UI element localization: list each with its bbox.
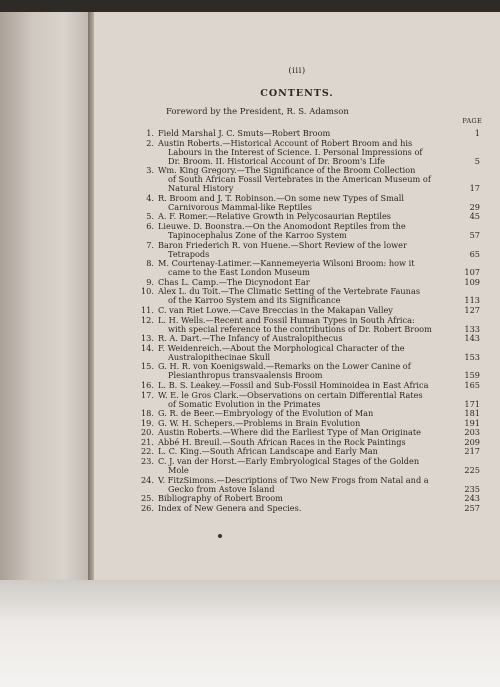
entry-title-line: Lieuwe. D. Boonstra.—On the Anomodont Reptiles from the (158, 220, 406, 231)
entry-title-line: Plesianthropus transvaalensis Broom (168, 370, 323, 381)
entry-page-number: 143 (464, 333, 480, 344)
entry-title-line: C. J. van der Horst.—Early Embryological Stages of the Golden (158, 456, 420, 467)
entry-title-line: L. H. Wells.—Recent and Fossil Human Types in South Africa: (158, 314, 415, 325)
entry-title-line: Abbé H. Breuil.—South African Races in the Rock Paintings (158, 436, 406, 447)
entry-number: 2. (146, 137, 154, 148)
entry-page-number: 171 (464, 398, 480, 409)
contents-entry (140, 494, 480, 503)
entry-page-number: 29 (469, 201, 480, 212)
entry-title-line: Gecko from Astove Island (168, 483, 275, 494)
contents-title: CONTENTS. (260, 88, 334, 99)
entry-title-line: V. FitzSimons.—Descriptions of Two New Frogs from Natal and a (158, 474, 429, 485)
entry-page-number: 243 (464, 493, 480, 504)
entry-title (158, 306, 446, 315)
entry-number: 10. (140, 286, 154, 297)
entry-title-line: G. R. de Beer.—Embryology of the Evolution of Man (158, 408, 374, 419)
entry-title-line: F. Weidenreich.—About the Morphological Character of the (158, 342, 405, 353)
entry-number: 23. (140, 456, 154, 467)
entry-title (158, 494, 446, 503)
entry-number: 22. (140, 446, 154, 457)
entry-page-number: 65 (469, 248, 480, 259)
entry-title (158, 457, 446, 475)
entry-page-number: 133 (464, 323, 480, 334)
entry-title (158, 428, 446, 437)
entry-number: 16. (140, 379, 154, 390)
entry-number: 25. (140, 493, 154, 504)
foreword-line: Foreword by the President, R. S. Adamson (166, 107, 349, 117)
entry-title-line: M. Courtenay-Latimer.—Kannemeyeria Wilsoni Broom: how it (158, 258, 415, 269)
entry-number: 13. (140, 333, 154, 344)
entry-page-number: 217 (464, 446, 480, 457)
entry-title-line: with special reference to the contributions of Dr. Robert Broom (168, 323, 432, 334)
entry-page-number: 45 (469, 211, 480, 222)
entry-page-number: 181 (464, 408, 480, 419)
entry-title-line: Index of New Genera and Species. (158, 502, 302, 513)
entry-number: 7. (146, 239, 154, 250)
contents-entry (140, 166, 480, 193)
entry-title (158, 381, 446, 390)
entry-title-line: R. A. Dart.—The Infancy of Australopithecus (158, 333, 343, 344)
entry-title (158, 194, 446, 212)
entry-number: 15. (140, 361, 154, 372)
entry-number: 26. (140, 502, 154, 513)
entry-title-line: Mole (168, 465, 189, 476)
contents-entry (140, 287, 480, 305)
entry-title-line: Austin Roberts.—Where did the Earliest Type of Man Originate (158, 427, 421, 438)
contents-entry (140, 457, 480, 475)
entry-title-line: R. Broom and J. T. Robinson.—On some new Types of Small (158, 192, 404, 203)
contents-entry (140, 476, 480, 494)
contents-entry (140, 504, 480, 513)
contents-entry (140, 344, 480, 362)
entry-title (158, 129, 446, 138)
entry-title-line: Field Marshal J. C. Smuts—Robert Broom (158, 128, 331, 138)
entry-title-line: Australopithecinae Skull (168, 351, 271, 362)
entry-page-number: 1 (474, 128, 480, 138)
entry-page-number: 153 (464, 351, 480, 362)
entry-title (158, 334, 446, 343)
contents-entry (140, 129, 480, 138)
entry-page-number: 225 (464, 465, 480, 476)
entry-title-line: Bibliography of Robert Broom (158, 493, 283, 504)
top-shadow (0, 0, 500, 12)
entry-title-line: L. C. King.—South African Landscape and Early Man (158, 446, 378, 457)
entry-page-number: 209 (464, 436, 480, 447)
entry-number: 4. (146, 192, 154, 203)
entry-number: 19. (140, 417, 154, 428)
contents-entry (140, 194, 480, 212)
entry-title-line: L. B. S. Leakey.—Fossil and Sub-Fossil Hominoidea in East Africa (158, 379, 429, 390)
contents-entry (140, 362, 480, 380)
contents-page (94, 12, 500, 580)
entry-title-line: of South African Fossil Vertebrates in the American Museum of (168, 174, 431, 185)
contents-entry (140, 306, 480, 315)
contents-entry (140, 334, 480, 343)
entry-number: 11. (140, 304, 154, 315)
entry-title-line: G. H. R. von Koenigswald.—Remarks on the Lower Canine of (158, 361, 411, 372)
entry-title-line: Wm. King Gregory.—The Significance of the Broom Collection (158, 165, 416, 176)
entry-title-line: came to the East London Museum (168, 267, 310, 278)
entry-title-line: Dr. Broom. II. Historical Account of Dr. Broom's Life (168, 155, 385, 166)
entry-number: 1. (146, 128, 154, 138)
entry-title (158, 259, 446, 277)
contents-entry (140, 241, 480, 259)
entry-number: 3. (146, 165, 154, 176)
ink-dot-mark (218, 534, 222, 538)
entry-title-line: Alex L. du Toit.—The Climatic Setting of the Vertebrate Faunas (158, 286, 421, 297)
entry-page-number: 57 (469, 229, 480, 240)
entry-title (158, 241, 446, 259)
entry-title (158, 476, 446, 494)
entry-title-line: W. E. le Gros Clark.—Observations on certain Differential Rates (158, 389, 423, 400)
contents-list (140, 129, 480, 513)
entry-page-number: 107 (464, 267, 480, 278)
entry-number: 6. (146, 220, 154, 231)
entry-number: 12. (140, 314, 154, 325)
entry-page-number: 109 (464, 276, 480, 287)
entry-number: 17. (140, 389, 154, 400)
entry-page-number: 257 (464, 502, 480, 513)
entry-title-line: Labours in the Interest of Science. I. Personal Impressions of (168, 146, 423, 157)
entry-page-number: 5 (474, 155, 480, 166)
contents-entry (140, 259, 480, 277)
entry-number: 24. (140, 474, 154, 485)
entry-number: 14. (140, 342, 154, 353)
entry-title (158, 504, 446, 513)
entry-title (158, 139, 446, 166)
page-number: (iii) (288, 66, 306, 76)
contents-entry (140, 222, 480, 240)
entry-page-number: 159 (464, 370, 480, 381)
entry-title (158, 362, 446, 380)
entry-title-line: Tetrapods (168, 248, 210, 259)
entry-title-line: of the Karroo System and its Significance (168, 295, 341, 306)
entry-number: 18. (140, 408, 154, 419)
contents-entry (140, 428, 480, 437)
entry-title (158, 166, 446, 193)
entry-page-number: 165 (464, 379, 480, 390)
entry-title (158, 391, 446, 409)
entry-title (158, 409, 446, 418)
contents-entry (140, 391, 480, 409)
contents-entry (140, 409, 480, 418)
entry-title (158, 287, 446, 305)
entry-page-number: 191 (464, 417, 480, 428)
entry-title-line: Austin Roberts.—Historical Account of Robert Broom and his (158, 137, 413, 148)
entry-title-line: Natural History (168, 183, 234, 194)
entry-title-line: Baron Friederich R. von Huene.—Short Review of the lower (158, 239, 407, 250)
entry-title-line: Carnivorous Mammal-like Reptiles (168, 201, 312, 212)
entry-title-line: G. W. H. Schepers.—Problems in Brain Evolution (158, 417, 361, 428)
entry-page-number: 127 (464, 304, 480, 315)
page-column-label: PAGE (462, 117, 482, 125)
entry-page-number: 17 (469, 183, 480, 194)
entry-page-number: 113 (464, 295, 480, 306)
left-page-edge (0, 12, 92, 580)
entry-title (158, 344, 446, 362)
entry-title (158, 222, 446, 240)
entry-title-line: C. van Riet Lowe.—Cave Breccias in the Makapan Valley (158, 304, 393, 315)
entry-number: 8. (146, 258, 154, 269)
entry-number: 5. (146, 211, 154, 222)
entry-number: 20. (140, 427, 154, 438)
entry-title-line: A. F. Romer.—Relative Growth in Pelycosaurian Reptiles (158, 211, 391, 222)
entry-title-line: Chas L. Camp.—The Dicynodont Ear (158, 276, 310, 287)
table-surface (0, 580, 500, 687)
entry-title-line: Tapinocephalus Zone of the Karroo System (168, 229, 347, 240)
entry-page-number: 203 (464, 427, 480, 438)
entry-number: 9. (146, 276, 154, 287)
entry-title-line: of Somatic Evolution in the Primates (168, 398, 321, 409)
contents-entry (140, 316, 480, 334)
contents-entry (140, 381, 480, 390)
entry-number: 21. (140, 436, 154, 447)
entry-title (158, 316, 446, 334)
entry-page-number: 235 (464, 483, 480, 494)
contents-entry (140, 139, 480, 166)
